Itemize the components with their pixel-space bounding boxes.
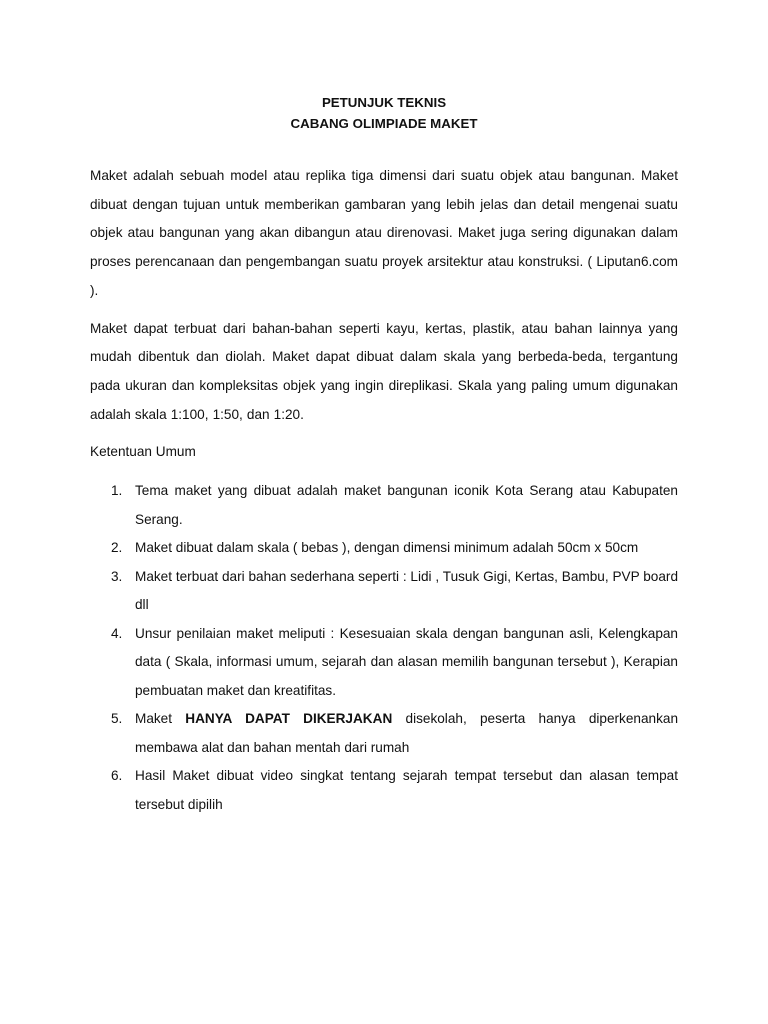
document-title: PETUNJUK TEKNIS xyxy=(321,95,447,110)
rule-item xyxy=(90,705,678,762)
rule-text: Tema maket yang dibuat adalah maket bangunan iconik Kota Serang atau Kabupaten Serang. xyxy=(135,483,678,527)
document-title-block xyxy=(90,92,678,134)
section-heading: Ketentuan Umum xyxy=(90,444,196,460)
rule-text-bold: HANYA DAPAT DIKERJAKAN xyxy=(185,711,393,727)
rule-text: Maket terbuat dari bahan sederhana seperti : Lidi , Tusuk Gigi, Kertas, Bambu, PVP board dll xyxy=(135,568,678,613)
rule-item xyxy=(90,762,678,819)
rule-text: Unsur penilaian maket meliputi : Kesesuaian skala dengan bangunan asli, Kelengkapan data ( Skala, informasi umum, sejarah dan alasan memilih bangunan tersebut ), Kerapian pembuatan maket dan kreatifitas. xyxy=(135,625,678,698)
rule-number: 2. xyxy=(111,540,123,556)
rules-list xyxy=(90,477,678,819)
rule-item xyxy=(90,620,678,706)
intro-paragraph-1: Maket adalah sebuah model atau replika tiga dimensi dari suatu objek atau bangunan. Maket dibuat dengan tujuan untuk memberikan gambaran yang lebih jelas dan detail mengenai suatu objek atau bangunan yang akan dibangun atau direnovasi. Maket juga sering digunakan dalam proses perencanaan dan pengembangan suatu proyek arsitektur atau konstruksi. ( Liputan6.com ). xyxy=(90,168,678,298)
rule-number: 6. xyxy=(111,768,123,784)
rule-item xyxy=(90,534,678,563)
document-subtitle: CABANG OLIMPIADE MAKET xyxy=(290,116,478,131)
rule-number: 1. xyxy=(111,483,123,499)
rule-number: 4. xyxy=(111,625,123,641)
rule-item xyxy=(90,477,678,534)
rule-text: Hasil Maket dibuat video singkat tentang sejarah tempat tersebut dan alasan tempat tersebut dipilih xyxy=(135,768,678,812)
intro-paragraph-2: Maket dapat terbuat dari bahan-bahan seperti kayu, kertas, plastik, atau bahan lainnya yang mudah dibentuk dan diolah. Maket dapat dibuat dalam skala yang berbeda-beda, tergantung pada ukuran dan kompleksitas objek yang ingin direplikasi. Skala yang paling umum digunakan adalah skala 1:100, 1:50, dan 1:20. xyxy=(90,320,678,422)
rule-text-after: disekolah, peserta hanya diperkenankan membawa alat dan bahan mentah dari rumah xyxy=(135,711,679,755)
rule-item xyxy=(90,563,678,620)
rule-text-before: Maket xyxy=(135,711,186,727)
rule-number: 5. xyxy=(111,711,123,727)
rule-text: Maket dibuat dalam skala ( bebas ), dengan dimensi minimum adalah 50cm x 50cm xyxy=(135,540,639,556)
rule-number: 3. xyxy=(111,568,123,584)
